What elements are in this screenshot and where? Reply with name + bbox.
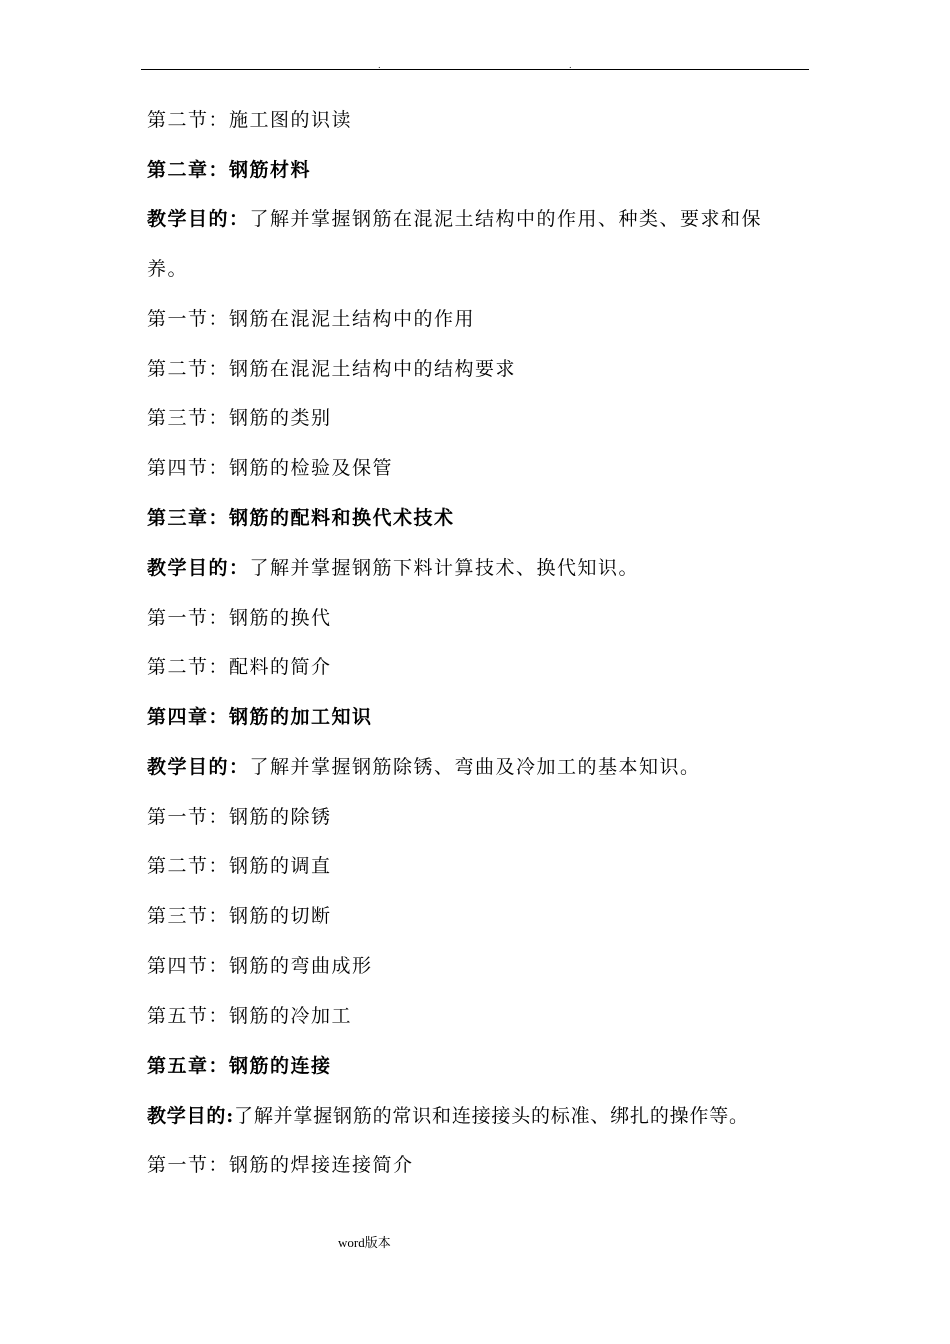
teaching-goal xyxy=(147,1104,749,1128)
teaching-goal-text: 了解并掌握钢筋除锈、弯曲及冷加工的基本知识。 xyxy=(249,756,701,778)
section-heading: 第二节：钢筋的调直 xyxy=(147,855,332,877)
section-heading: 第二节：配料的简介 xyxy=(147,656,332,678)
chapter-heading: 第三章：钢筋的配料和换代术技术 xyxy=(147,507,455,529)
section-heading: 第三节：钢筋的切断 xyxy=(147,905,332,927)
teaching-goal xyxy=(147,556,639,580)
teaching-goal xyxy=(147,207,762,231)
header-dot: . xyxy=(378,61,381,70)
teaching-goal xyxy=(147,755,701,779)
page-footer: word版本 xyxy=(338,1235,391,1250)
teaching-goal-text: 了解并掌握钢筋下料计算技术、换代知识。 xyxy=(249,557,640,579)
chapter-heading: 第五章：钢筋的连接 xyxy=(147,1055,332,1077)
section-heading: 第四节：钢筋的弯曲成形 xyxy=(147,955,373,977)
chapter-heading: 第四章：钢筋的加工知识 xyxy=(147,706,373,728)
header-dot: . xyxy=(569,61,572,70)
teaching-goal-text: 了解并掌握钢筋在混泥土结构中的作用、种类、要求和保 xyxy=(249,208,763,230)
teaching-goal-text: 了解并掌握钢筋的常识和连接接头的标准、绑扎的操作等。 xyxy=(234,1105,749,1127)
section-heading: 第一节：钢筋的换代 xyxy=(147,607,332,629)
header-rule xyxy=(141,69,809,70)
teaching-goal-label: 教学目的: xyxy=(147,1105,235,1127)
chapter-heading: 第二章：钢筋材料 xyxy=(147,159,312,181)
section-heading: 第一节：钢筋的焊接连接简介 xyxy=(147,1154,414,1176)
teaching-goal-label: 教学目的： xyxy=(147,208,250,230)
section-heading: 第一节：钢筋在混泥土结构中的作用 xyxy=(147,308,476,330)
section-heading: 第五节：钢筋的冷加工 xyxy=(147,1005,353,1027)
teaching-goal-continuation: 养。 xyxy=(147,258,189,280)
section-heading: 第一节：钢筋的除锈 xyxy=(147,806,332,828)
section-heading: 第三节：钢筋的类别 xyxy=(147,407,332,429)
teaching-goal-label: 教学目的： xyxy=(147,557,250,579)
section-heading: 第二节：施工图的识读 xyxy=(147,109,353,131)
section-heading: 第四节：钢筋的检验及保管 xyxy=(147,457,394,479)
section-heading: 第二节：钢筋在混泥土结构中的结构要求 xyxy=(147,358,517,380)
teaching-goal-label: 教学目的： xyxy=(147,756,250,778)
